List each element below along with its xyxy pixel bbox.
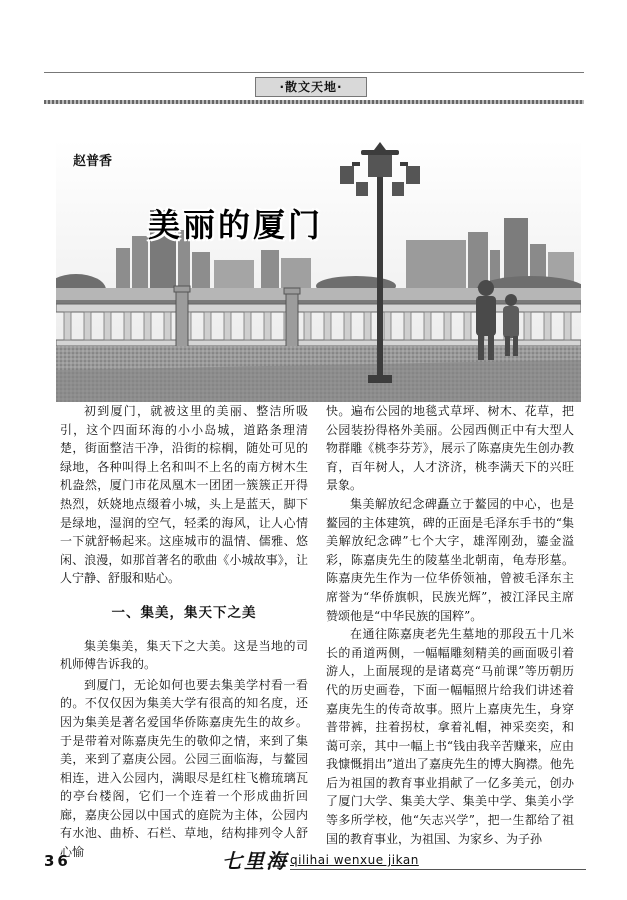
photo-illustration [56,140,581,402]
article-title: 美丽的厦门 [148,206,324,244]
hero-photo [56,140,581,402]
column-tag: ·散文天地· [255,77,367,97]
paragraph: 集美集美，集天下之大美。这是当地的司机师傅告诉我的。 [60,638,308,672]
paragraph: 到厦门，无论如何也要去集美学村看一看的。不仅仅因为集美大学有很高的知名度，还因为集美是著名爱国华侨陈嘉庚先生的故乡。于是带着对陈嘉庚先生的敬仰之情，来到了集美，来到了嘉庚公园。公园三面临海，与鳌园相连，进入公园内，满眼尽是红柱飞檐琉璃瓦的亭台楼阁，它们一个连着一个形成曲折回廊，嘉庚公园以中国式的庭院为主体，公园内有水池、曲桥、石栏、草地，结构排列令人舒心愉 [60,677,308,860]
author-name: 赵普香 [73,154,113,169]
paragraph: 集美解放纪念碑矗立于鳌园的中心，也是鳌园的主体建筑，碑的正面是毛泽东手书的“集美解放纪念碑”七个大字，雄浑刚劲，鎏金溢彩，陈嘉庚先生的陵墓坐北朝南，龟寿形墓。陈嘉庚先生作为一位华侨领袖，曾被毛泽东主席誉为“华侨旗帜，民族光辉”，被江泽民主席赞颂他是“中华民族的国粹”。 [326,496,574,623]
text-column-right [326,402,574,848]
paragraph: 在通往陈嘉庚老先生墓地的那段五十几米长的甬道两侧，一幅幅雕刻精美的画面吸引着游人，上面展现的是诸葛亮“马前课”等历朝历代的历史画卷，下面一幅幅照片给我们讲述着嘉庚先生的传奇故事。照片上嘉庚先生，身穿普带裤，拄着拐杖，拿着礼帽，神采奕奕，和蔼可亲，其中一幅上书“钱由我辛苦赚来，应由我慷慨捐出”道出了嘉庚先生的博大胸襟。他先后为祖国的教育事业捐献了一亿多美元，创办了厦门大学、集美大学、集美中学、集美小学等多所学校，他“矢志兴学”，把一生都给了祖国的教育事业，为祖国、为家乡、为子孙 [326,627,574,846]
footer-rule [290,869,586,870]
header-rule-bottom [44,100,584,104]
paragraph-continued: 快。遍布公园的地毯式草坪、树木、花草，把公园装扮得格外美丽。公园西侧正中有大型人物群雕《桃李芬芳》，展示了陈嘉庚先生创办教育，百年树人，人才济济，桃李满天下的兴旺景象。 [326,404,574,493]
section-heading: 一、集美，集天下之美 [111,604,257,621]
text-column-left [60,402,308,862]
header-rule-top [44,72,584,73]
intro-paragraph: 初到厦门，就被这里的美丽、整洁所吸引，这个四面环海的小小岛城，道路条理清楚，街面整洁干净，沿街的棕榈，随处可见的绿地，各种叫得上名和叫不上名的南方树木生机盎然，厦门市花凤凰木一团团一簇簇正开得热烈，妖娆地点缀着小城，头上是蓝天，脚下是绿地，湿润的空气，轻柔的海风，让人心情一下就舒畅起来。这座城市的温情、儒雅、悠闲、浪漫，如那首著名的歌曲《小城故事》，让人宁静、舒服和贴心。 [60,404,308,586]
page-number: 36 [44,852,71,870]
magazine-logo: 七里海 [222,849,288,873]
magazine-pinyin: qilihai wenxue jikan [290,853,419,867]
